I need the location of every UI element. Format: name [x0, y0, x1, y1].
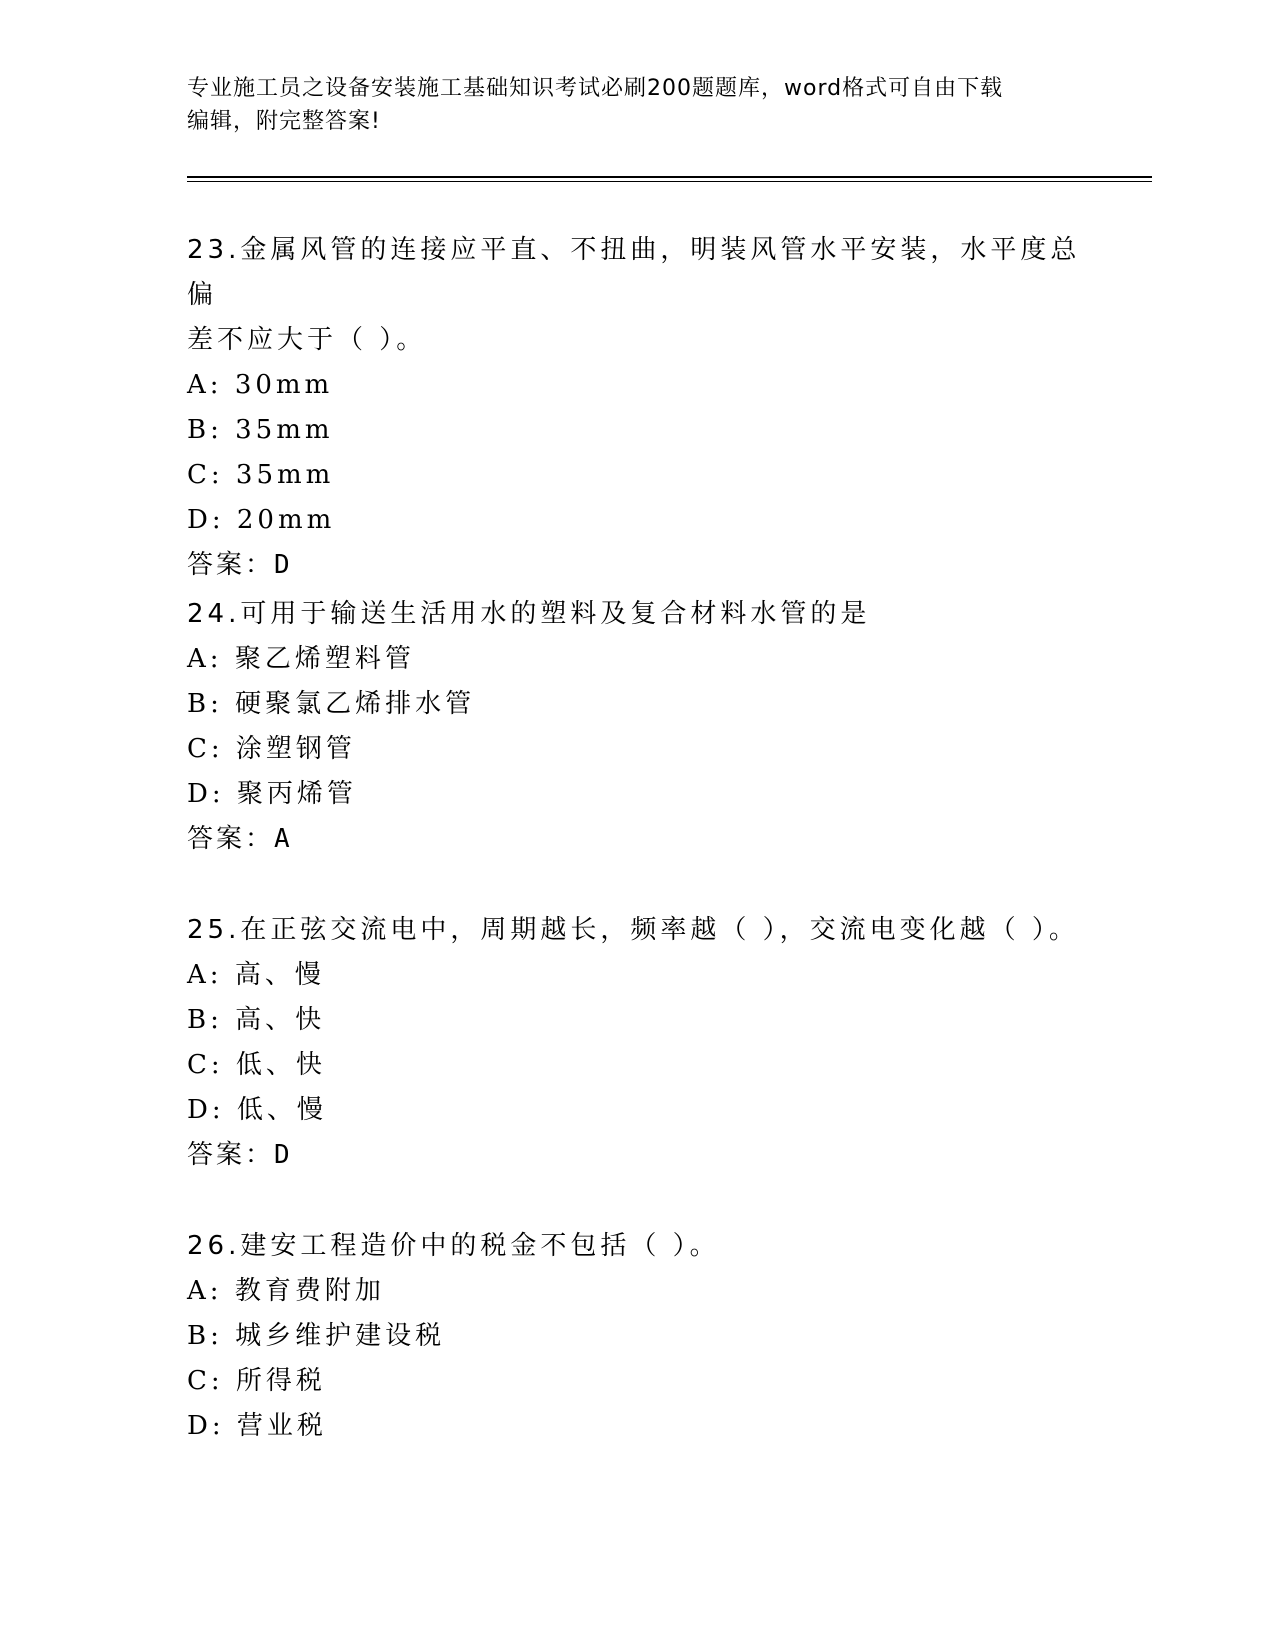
option-text: 35mm [235, 460, 335, 490]
option-text: 高、慢 [234, 960, 325, 990]
option-label: C: [187, 1366, 224, 1396]
option-c [187, 727, 1107, 772]
option-b [187, 682, 1107, 727]
option-text: 聚乙烯塑料管 [234, 644, 415, 674]
option-d [187, 1404, 1107, 1449]
question-25 [187, 908, 1107, 1178]
option-text: 35mm [235, 415, 334, 445]
question-stem: 23.金属风管的连接应平直、不扭曲，明装风管水平安装，水平度总偏 [187, 235, 1081, 310]
answer-line: 答案：D [187, 550, 293, 580]
question-stem: 25.在正弦交流电中，周期越长，频率越（ ），交流电变化越（ ）。 [187, 915, 1079, 945]
option-text: 聚丙烯管 [236, 779, 357, 809]
question-26 [187, 1224, 1107, 1449]
option-text: 20mm [236, 505, 336, 535]
option-d [187, 772, 1107, 817]
option-label: A: [187, 1276, 223, 1306]
option-text: 硬聚氯乙烯排水管 [235, 689, 476, 719]
option-a [187, 953, 1107, 998]
option-label: D: [187, 505, 225, 535]
answer-line: 答案：D [187, 1140, 293, 1170]
option-text: 营业税 [236, 1411, 327, 1441]
question-stem-continued: 差不应大于（ ）。 [187, 325, 427, 355]
option-label: C: [187, 460, 224, 490]
option-b [187, 998, 1107, 1043]
question-stem: 24.可用于输送生活用水的塑料及复合材料水管的是 [187, 599, 871, 629]
option-c [187, 1359, 1107, 1404]
question-23 [187, 228, 1107, 588]
option-b [187, 408, 1107, 453]
answer-line: 答案：A [187, 824, 293, 854]
option-label: A: [187, 960, 223, 990]
option-label: D: [187, 1095, 225, 1125]
option-c [187, 453, 1107, 498]
option-text: 城乡维护建设税 [235, 1321, 446, 1351]
option-a [187, 363, 1107, 408]
option-label: A: [187, 370, 223, 400]
option-b [187, 1314, 1107, 1359]
option-label: B: [187, 689, 223, 719]
option-label: D: [187, 779, 225, 809]
option-text: 低、快 [235, 1050, 326, 1080]
option-label: C: [187, 1050, 224, 1080]
option-c [187, 1043, 1107, 1088]
header-title-line1: 专业施工员之设备安装施工基础知识考试必刷200题题库，word格式可自由下载 [187, 76, 1004, 101]
option-label: B: [187, 415, 223, 445]
option-text: 涂塑钢管 [235, 734, 356, 764]
option-label: D: [187, 1411, 225, 1441]
option-text: 低、慢 [236, 1095, 327, 1125]
option-a [187, 1269, 1107, 1314]
option-label: C: [187, 734, 224, 764]
option-text: 高、快 [235, 1005, 326, 1035]
option-label: A: [187, 644, 223, 674]
header-title-line2: 编辑，附完整答案! [187, 109, 381, 134]
question-24 [187, 592, 1107, 862]
option-text: 教育费附加 [234, 1276, 385, 1306]
option-text: 所得税 [235, 1366, 326, 1396]
document-header [187, 72, 1067, 138]
option-d [187, 1088, 1107, 1133]
option-a [187, 637, 1107, 682]
option-label: B: [187, 1005, 223, 1035]
option-label: B: [187, 1321, 223, 1351]
option-text: 30mm [234, 370, 334, 400]
header-divider-thick [187, 176, 1152, 178]
header-divider-thin [187, 181, 1152, 182]
question-stem: 26.建安工程造价中的税金不包括（ ）。 [187, 1231, 720, 1261]
option-d [187, 498, 1107, 543]
